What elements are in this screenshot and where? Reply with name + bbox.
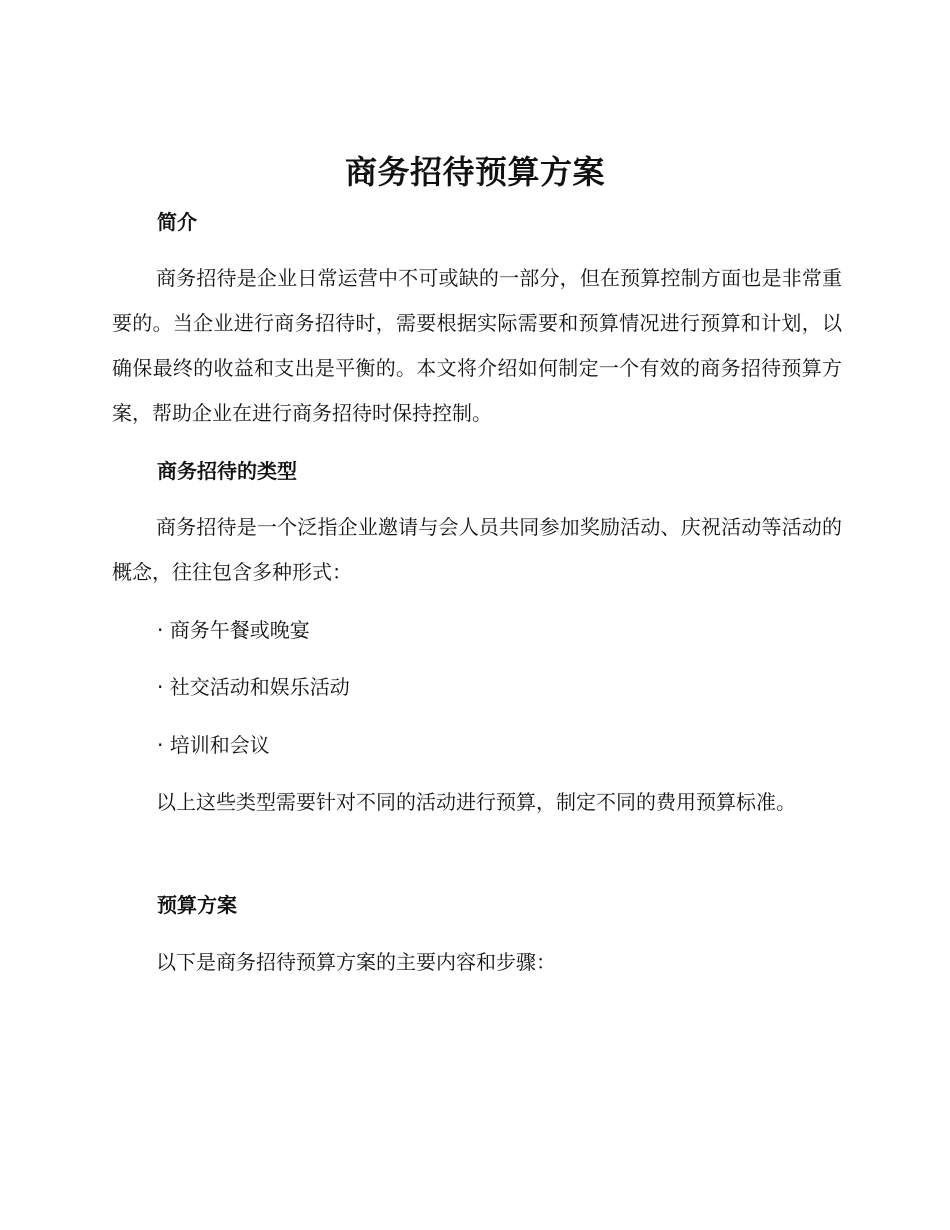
types-paragraph: 商务招待是一个泛指企业邀请与会人员共同参加奖励活动、庆祝活动等活动的概念，往往包含多种形式：	[112, 515, 842, 584]
intro-paragraph: 商务招待是企业日常运营中不可或缺的一部分，但在预算控制方面也是非常重要的。当企业进行商务招待时，需要根据实际需要和预算情况进行预算和计划，以确保最终的收益和支出是平衡的。本文将介绍如何制定一个有效的商务招待预算方案，帮助企业在进行商务招待时保持控制。	[112, 266, 842, 425]
section-heading-types: 商务招待的类型	[157, 459, 297, 483]
list-item-lunch-dinner: · 商务午餐或晚宴	[157, 618, 310, 642]
section-heading-intro: 简介	[157, 210, 197, 234]
list-item-training-meeting: · 培训和会议	[157, 733, 270, 757]
section-heading-budget-plan: 预算方案	[157, 893, 237, 917]
types-closing-paragraph: 以上这些类型需要针对不同的活动进行预算，制定不同的费用预算标准。	[156, 790, 796, 814]
list-item-social-entertainment: · 社交活动和娱乐活动	[157, 675, 350, 699]
document-title: 商务招待预算方案	[344, 153, 605, 191]
budget-plan-paragraph: 以下是商务招待预算方案的主要内容和步骤：	[156, 950, 556, 974]
